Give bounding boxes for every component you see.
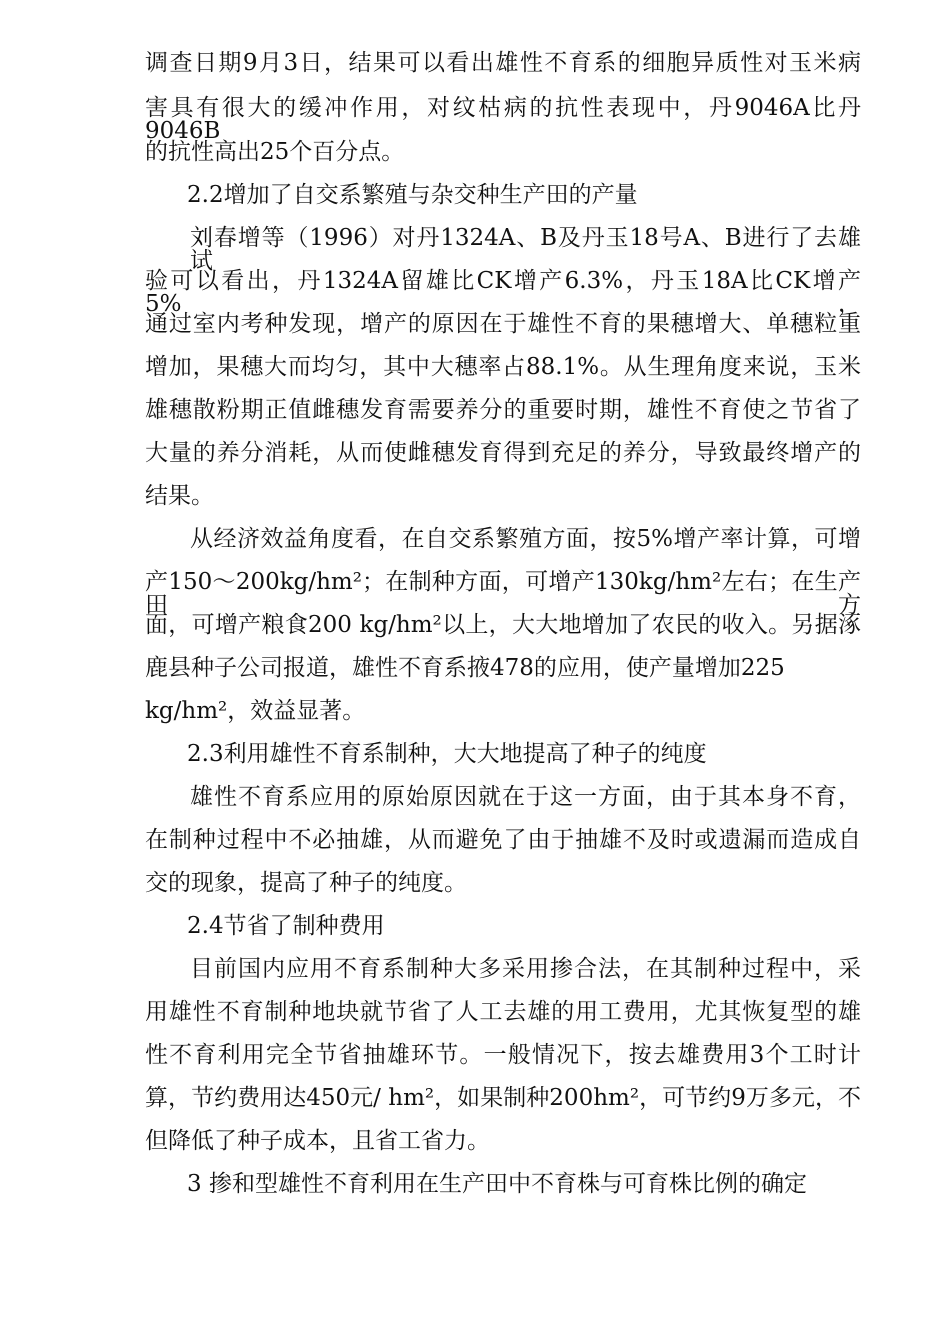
paragraph-line: 害具有很大的缓冲作用，对纹枯病的抗性表现中，丹9046A比丹9046B (145, 95, 861, 144)
paragraph-line: 增加，果穗大而均匀，其中大穗率占88.1%。从生理角度来说，玉米 (145, 354, 861, 380)
paragraph-line: 目前国内应用不育系制种大多采用掺合法，在其制种过程中，采 (190, 956, 861, 982)
paragraph-line: 调查日期9月3日，结果可以看出雄性不育系的细胞异质性对玉米病 (145, 50, 861, 76)
section-heading-2-3: 2.3利用雄性不育系制种，大大地提高了种子的纯度 (187, 741, 707, 767)
paragraph-line: 从经济效益角度看，在自交系繁殖方面，按5%增产率计算，可增 (190, 526, 861, 552)
paragraph-line: kg/hm²，效益显著。 (145, 698, 366, 724)
paragraph-line: 验可以看出，丹1324A留雄比CK增产6.3%，丹玉18A比CK增产5%， (145, 268, 861, 317)
paragraph-line: 在制种过程中不必抽雄，从而避免了由于抽雄不及时或遗漏而造成自 (145, 827, 861, 853)
paragraph-line: 交的现象，提高了种子的纯度。 (145, 870, 467, 896)
paragraph-line: 用雄性不育制种地块就节省了人工去雄的用工费用，尤其恢复型的雄 (145, 999, 861, 1025)
section-heading-2-4: 2.4节省了制种费用 (187, 913, 385, 939)
paragraph-line: 刘春增等（1996）对丹1324A、B及丹玉18号A、B进行了去雄试 (190, 225, 861, 274)
paragraph-line: 但降低了种子成本，且省工省力。 (145, 1128, 490, 1154)
paragraph-line: 算，节约费用达450元/ hm²，如果制种200hm²，可节约9万多元，不 (145, 1085, 861, 1111)
paragraph-line: 大量的养分消耗，从而使雌穗发育得到充足的养分，导致最终增产的 (145, 440, 861, 466)
paragraph-line: 性不育利用完全节省抽雄环节。一般情况下，按去雄费用3个工时计 (145, 1042, 861, 1068)
paragraph-line: 雄穗散粉期正值雌穗发育需要养分的重要时期，雄性不育使之节省了 (145, 397, 861, 423)
paragraph-line: 的抗性高出25个百分点。 (145, 139, 405, 165)
section-heading-2-2: 2.2增加了自交系繁殖与杂交种生产田的产量 (187, 182, 638, 208)
paragraph-line: 结果。 (145, 483, 214, 509)
paragraph-line: 雄性不育系应用的原始原因就在于这一方面，由于其本身不育， (190, 784, 861, 810)
paragraph-line: 产150～200kg/hm²；在制种方面，可增产130kg/hm²左右；在生产田方 (145, 569, 861, 618)
paragraph-line: 通过室内考种发现，增产的原因在于雄性不育的果穗增大、单穗粒重 (145, 311, 861, 337)
paragraph-line: 鹿县种子公司报道，雄性不育系掖478的应用，使产量增加225 (145, 655, 785, 681)
paragraph-line: 面，可增产粮食200 kg/hm²以上，大大地增加了农民的收入。另据涿 (145, 612, 861, 638)
section-heading-3: 3 掺和型雄性不育利用在生产田中不育株与可育株比例的确定 (187, 1171, 807, 1197)
